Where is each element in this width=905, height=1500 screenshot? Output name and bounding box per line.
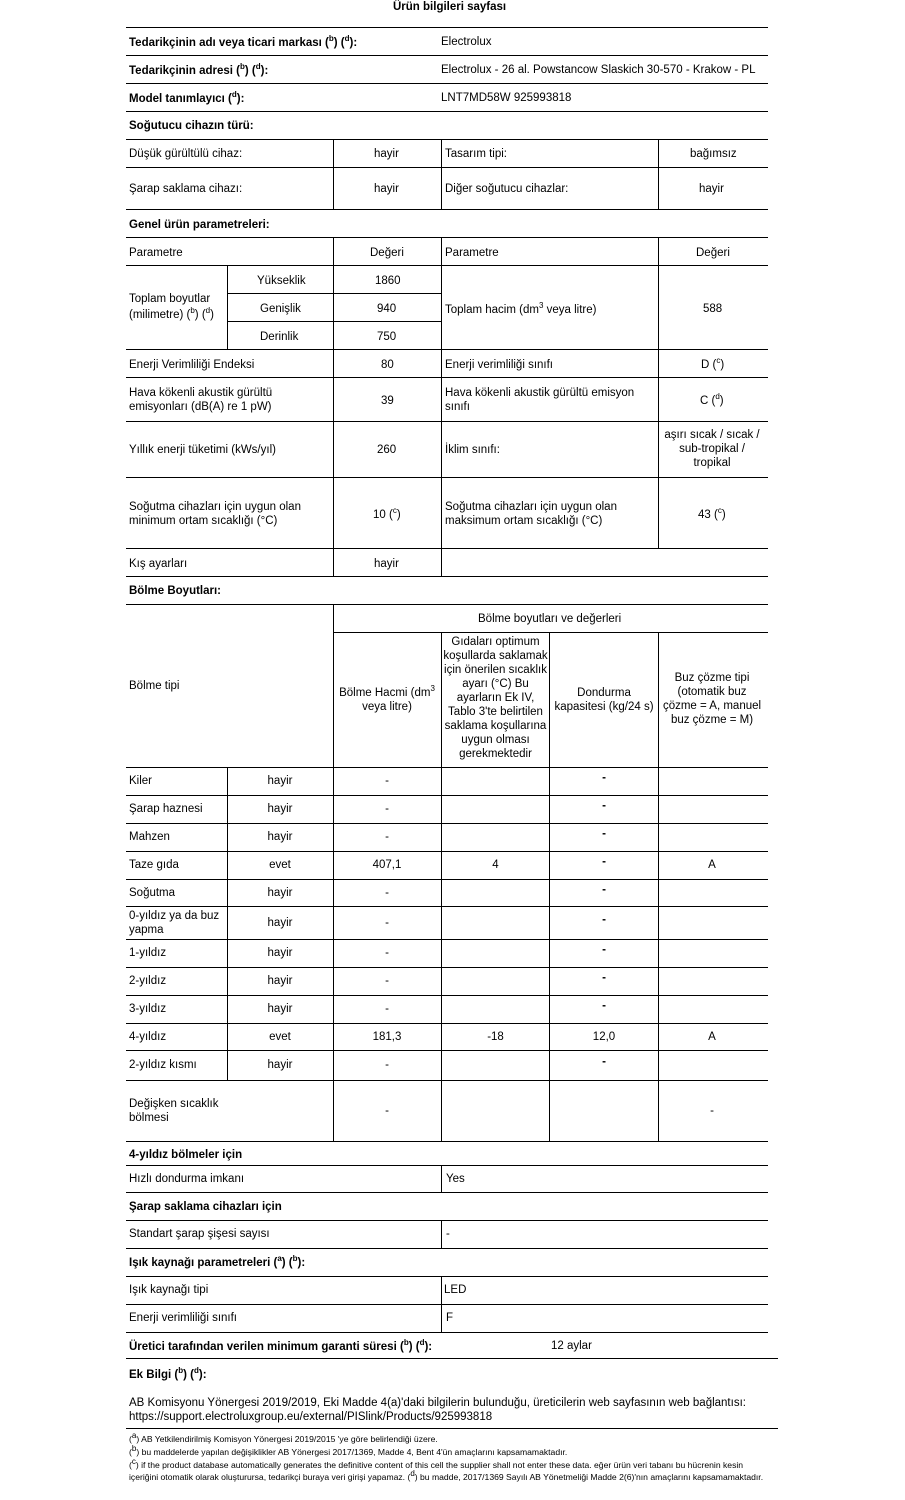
width-label: Genişlik (260, 303, 301, 315)
warranty-label: Üretici tarafından verilen minimum garanti süresi ($^b$) ($^d$): (129, 1338, 433, 1353)
compartments-group-header: Bölme boyutları ve değerleri (478, 613, 622, 625)
compartment-name: Taze gıda (129, 859, 179, 871)
four-star-heading: 4-yıldız bölmeler için (129, 1149, 243, 1161)
col-value-header-1: Değeri (370, 247, 404, 259)
energy-class-value: D ($^c$) (701, 356, 725, 371)
light-heading: Işık kaynağı parametreleri ($^a$) ($^b$): (129, 1254, 306, 1269)
compartment-present: hayir (267, 1059, 293, 1071)
model-label: Model tanımlayıcı ($^d$): (129, 90, 245, 105)
low-noise-value: hayir (374, 148, 399, 160)
max-temp-value: 43 ($^c$) (698, 506, 726, 521)
compartment-name: Soğutma (129, 886, 176, 899)
compartment-name: 0-yıldız ya da buz yapma (129, 909, 220, 936)
footnote-b: ($^b$) bu maddelerde yapılan değişiklikler AB Yönergesi 2017/1369, Madde 4, Bent 4'ün amaçlarını kapsamamaktadır. (129, 1444, 568, 1457)
compartment-name: 2-yıldız (129, 975, 167, 987)
compartment-freeze: - (602, 1000, 606, 1012)
extra-heading: Ek Bilgi ($^b$) ($^d$): (129, 1366, 207, 1381)
compartment-name: 2-yıldız kısmı (129, 1059, 197, 1071)
compartment-name: 1-yıldız (129, 947, 167, 959)
compartment-present: hayir (267, 975, 293, 987)
max-temp-label: Soğutma cihazları için uygun olan maksimum ortam sıcaklığı (°C) (445, 501, 617, 527)
eei-value: 80 (381, 359, 394, 371)
compartment-freeze: - (602, 828, 606, 840)
compartment-freeze: - (602, 972, 606, 984)
compartment-freeze: - (602, 1056, 606, 1068)
compartment-name: Değişken sıcaklık bölmesi (129, 1097, 219, 1124)
compartment-volume: - (385, 1003, 389, 1015)
supplier-name-value: Electrolux (441, 36, 492, 48)
compartment-volume: - (385, 831, 389, 843)
dims-label: Toplam boyutlar (129, 293, 211, 305)
wine-appliance-value: hayir (374, 183, 399, 195)
extra-text: AB Komisyonu Yönergesi 2019/2019, Eki Madde 4(a)'daki bilgilerin bulunduğu, üreticilerin web sayfasının web bağlantısı: (129, 1397, 746, 1409)
noise-class-value: C ($^d$) (700, 392, 724, 407)
compartment-present: hayir (267, 1003, 293, 1015)
supplier-name-label: Tedarikçinin adı veya ticari markası ($^b$) ($^d$): (129, 34, 358, 49)
noise-label: Hava kökenli akustik gürültü emisyonları (dB(A) re 1 pW) (129, 387, 273, 413)
light-type-value: LED (444, 1284, 467, 1296)
compartment-volume: 407,1 (372, 859, 402, 871)
compartment-volume: 181,3 (372, 1030, 402, 1043)
compartment-freeze: - (602, 944, 606, 956)
compartment-defrost: A (708, 1030, 716, 1043)
compartment-present: evet (269, 859, 291, 871)
min-temp-value: 10 ($^c$) (373, 506, 401, 521)
compartment-present: hayir (267, 916, 293, 929)
height-label: Yükseklik (257, 275, 306, 287)
supplier-address-value: Electrolux - 26 al. Powstancow Slaskich 30-570 - Krakow - PL (441, 64, 756, 76)
col-param-header-2: Parametre (445, 247, 499, 259)
supplier-address-label: Tedarikçinin adresi ($^b$) ($^d$): (129, 62, 269, 77)
total-volume-label: Toplam hacim ($dm^3$ veya litre) (445, 301, 597, 316)
col-volume-header: Bölme Hacmi ($dm^3$ veya litre) (339, 684, 435, 713)
other-appliance-value: hayir (699, 183, 724, 195)
footnote-a: ($^a$) AB Yetkilendirilmiş Komisyon Yönergesi 2019/2015 'ye göre belirlendiği üzere. (129, 1431, 438, 1444)
compartment-present: hayir (267, 886, 293, 899)
wine-bottles-value: - (446, 1228, 450, 1240)
light-type-label: Işık kaynağı tipi (129, 1284, 209, 1296)
dims-unit-label: (milimetre) ($^b$) ($^d$) (129, 306, 214, 321)
compartment-freeze: - (602, 856, 606, 868)
compartment-volume: - (385, 1104, 389, 1117)
noise-value: 39 (381, 395, 394, 407)
fast-freeze-label: Hızlı dondurma imkanı (129, 1173, 245, 1185)
compartment-volume: - (385, 775, 389, 787)
compartment-volume: - (385, 1059, 389, 1071)
compartment-freeze: 12,0 (592, 1030, 616, 1043)
noise-class-label: Hava kökenli akustik gürültü emisyon sınıfı (445, 387, 635, 413)
compartment-freeze: - (602, 800, 606, 812)
height-value: 1860 (375, 275, 401, 287)
wine-heading: Şarap saklama cihazları için (129, 1201, 282, 1213)
compartment-temp: -18 (487, 1030, 504, 1043)
compartment-present: hayir (267, 831, 293, 843)
general-heading: Genel ürün parametreleri: (129, 219, 270, 231)
winter-label: Kış ayarları (129, 558, 188, 570)
light-class-label: Enerji verimliliği sınıfı (129, 1312, 237, 1324)
compartment-volume: - (385, 975, 389, 987)
compartment-present: hayir (267, 803, 293, 815)
wine-bottles-label: Standart şarap şişesi sayısı (129, 1228, 270, 1240)
compartment-present: hayir (267, 947, 293, 959)
compartments-heading: Bölme Boyutları: (129, 585, 222, 597)
min-temp-label: Soğutma cihazları için uygun olan minimum ortam sıcaklığı (°C) (129, 501, 301, 527)
compartment-volume: - (385, 947, 389, 959)
compartment-name: Şarap haznesi (129, 803, 203, 815)
width-value: 940 (377, 303, 397, 315)
low-noise-label: Düşük gürültülü cihaz: (129, 148, 243, 160)
climate-label: İklim sınıfı: (445, 444, 500, 456)
eei-label: Enerji Verimliliği Endeksi (129, 359, 255, 371)
col-defrost-header: Buz çözme tipi (otomatik buz çözme = A, manuel buz çözme = M) (662, 672, 762, 726)
appliance-type-heading: Soğutucu cihazın türü: (129, 120, 254, 132)
compartment-freeze: - (602, 883, 606, 896)
compartment-present: evet (269, 1030, 291, 1043)
wine-appliance-label: Şarap saklama cihazı: (129, 183, 243, 195)
annual-energy-label: Yıllık enerji tüketimi (kWs/yıl) (129, 444, 276, 456)
total-volume-value: 588 (703, 303, 723, 315)
energy-class-label: Enerji verimliliği sınıfı (445, 359, 553, 371)
compartment-name: 4-yıldız (129, 1030, 167, 1043)
compartment-present: hayir (267, 775, 293, 787)
annual-energy-value: 260 (377, 444, 397, 456)
compartment-volume: - (385, 916, 389, 929)
compartment-temp: 4 (492, 859, 499, 871)
compartment-volume: - (385, 803, 389, 815)
climate-value: aşırı sıcak / sıcak / sub-tropikal / tropikal (664, 429, 760, 469)
model-value: LNT7MD58W 925993818 (441, 92, 572, 104)
compartment-defrost: - (710, 1104, 714, 1117)
col-type-header: Bölme tipi (129, 680, 180, 692)
light-class-value: F (446, 1312, 454, 1324)
page-title: Ürün bilgileri sayfası (393, 1, 507, 13)
compartment-name: 3-yıldız (129, 1003, 167, 1015)
compartment-freeze: - (602, 913, 606, 926)
col-freeze-header: Dondurma kapasitesi (kg/24 s) (554, 687, 654, 713)
other-appliance-label: Diğer soğutucu cihazlar: (445, 183, 569, 195)
extra-link[interactable]: https://support.electroluxgroup.eu/external/PISlink/Products/925993818 (129, 1411, 493, 1423)
depth-value: 750 (377, 331, 397, 343)
compartment-defrost: A (708, 859, 716, 871)
footnote-c-d: ($^c$) if the product database automatically generates the definitive content of this cell the supplier shall not enter these data. eğer ürün veri tabanı bu hücrenin kesin içeriğini otomatik olarak oluşturursa, tedarikçi buraya veri girişi yapamaz. ($^d$) bu madde, 2017/1369 Sayılı AB Yönetmeliği Madde 2(6)'nın amaçlarını kapsamamaktadır. (129, 1457, 764, 1482)
warranty-value: 12 aylar (551, 1340, 592, 1352)
compartment-name: Kiler (129, 775, 153, 787)
compartment-freeze: - (602, 772, 606, 784)
fast-freeze-value: Yes (446, 1173, 465, 1185)
design-label: Tasarım tipi: (445, 148, 507, 160)
design-value: bağımsız (690, 148, 737, 160)
col-value-header-2: Değeri (696, 247, 730, 259)
compartment-volume: - (385, 886, 389, 899)
compartment-name: Mahzen (129, 831, 170, 843)
winter-value: hayir (374, 558, 399, 570)
col-param-header-1: Parametre (129, 247, 183, 259)
depth-label: Derinlik (260, 331, 299, 343)
col-temp-header: Gıdaları optimum koşullarda saklamak için önerilen sıcaklık ayarı (°C) Bu ayarların Ek IV, Tablo 3'te belirtilen saklama koşullarına uygun olması gerekmektedir (443, 636, 548, 760)
